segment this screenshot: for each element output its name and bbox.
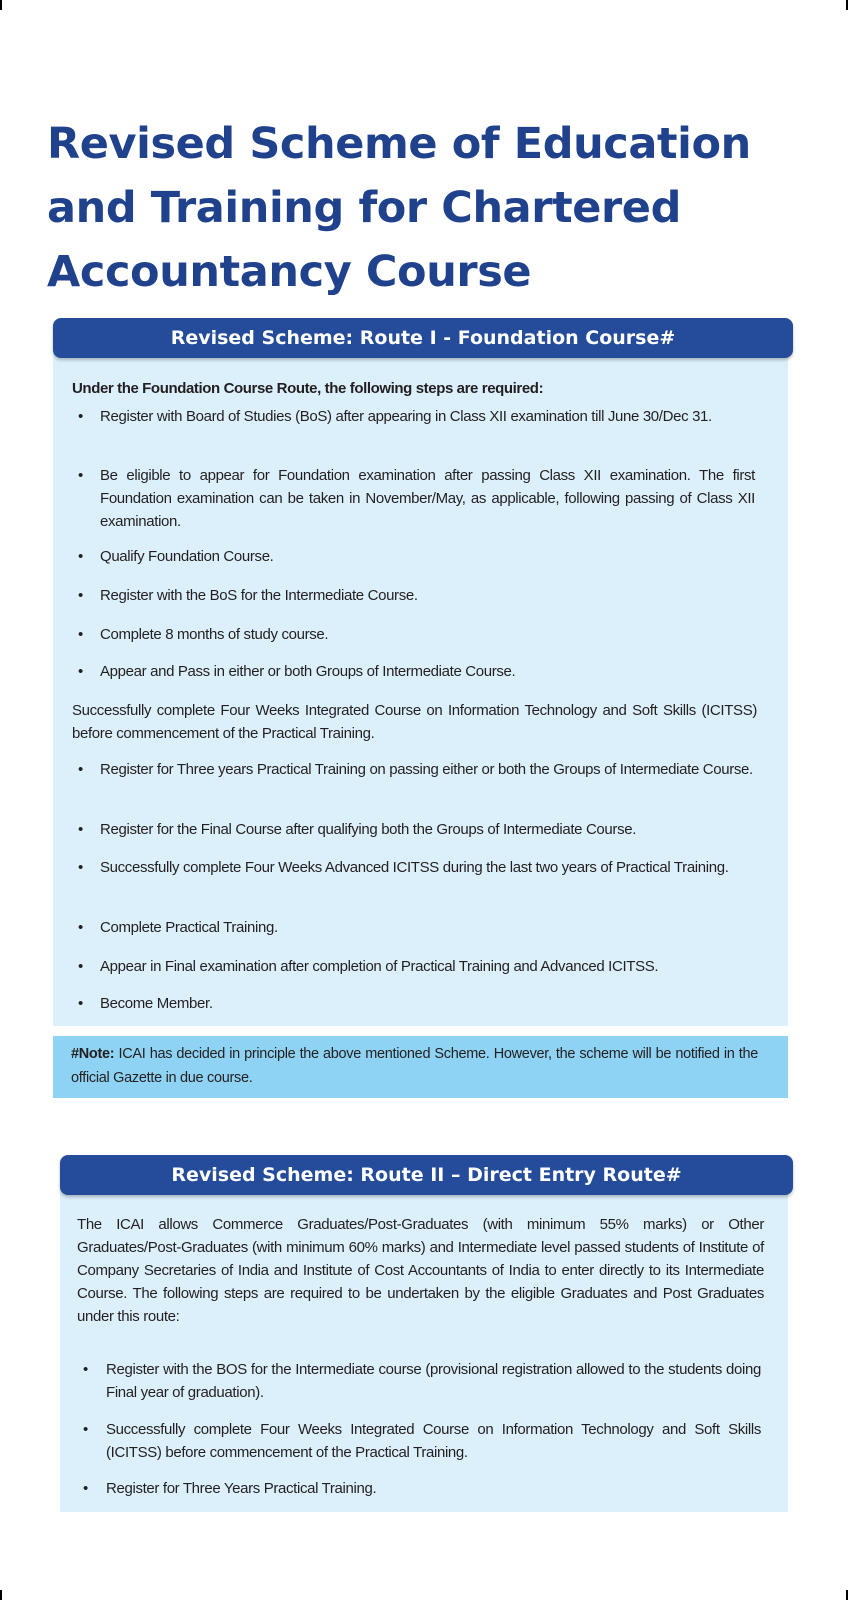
list-item: Register for the Final Course after qualifying both the Groups of Intermediate Course.	[100, 821, 637, 838]
note-label: #Note:	[71, 1046, 115, 1062]
title-line-3: Accountancy Course	[47, 247, 532, 297]
list-item: Register with the BOS for the Intermediate course (provisional registration allowed to the students doing Final year of graduation).	[106, 1361, 761, 1401]
bullet-icon: •	[78, 587, 84, 604]
list-item: Appear in Final examination after completion of Practical Training and Advanced ICITSS.	[100, 958, 659, 975]
crop-mark-bottom-right	[846, 1590, 848, 1600]
route2-heading: Revised Scheme: Route II – Direct Entry Route#	[60, 1155, 793, 1195]
list-item: Register for Three years Practical Training on passing either or both the Groups of Intermediate Course.	[100, 761, 753, 778]
title-line-2: and Training for Chartered	[47, 183, 681, 233]
list-item: Complete Practical Training.	[100, 919, 278, 936]
list-item: Become Member.	[100, 995, 213, 1012]
route1-note	[53, 1036, 788, 1098]
list-item: Complete 8 months of study course.	[100, 626, 329, 643]
crop-mark-top-left	[0, 0, 2, 10]
bullet-icon: •	[78, 408, 84, 425]
list-item: Register with the BoS for the Intermediate Course.	[100, 587, 418, 604]
bullet-icon: •	[78, 467, 84, 484]
bullet-icon: •	[78, 859, 84, 876]
bullet-icon: •	[78, 995, 84, 1012]
crop-mark-bottom-left	[0, 1590, 2, 1600]
page-title	[47, 112, 827, 304]
bullet-icon: •	[83, 1361, 89, 1378]
note-text: ICAI has decided in principle the above mentioned Scheme. However, the scheme will be notified in the official Gazette in due course.	[71, 1046, 758, 1086]
bullet-icon: •	[83, 1421, 89, 1438]
crop-mark-top-right	[846, 0, 848, 10]
list-item: Register with Board of Studies (BoS) after appearing in Class XII examination till June 30/Dec 31.	[100, 408, 712, 425]
bullet-icon: •	[78, 626, 84, 643]
list-item: Appear and Pass in either or both Groups of Intermediate Course.	[100, 663, 516, 680]
route1-heading: Revised Scheme: Route I - Foundation Course#	[53, 318, 793, 358]
list-item: Successfully complete Four Weeks Advanced ICITSS during the last two years of Practical Training.	[100, 859, 729, 876]
bullet-icon: •	[78, 761, 84, 778]
bullet-icon: •	[83, 1480, 89, 1497]
title-line-1: Revised Scheme of Education	[47, 119, 751, 169]
route2-intro: The ICAI allows Commerce Graduates/Post-Graduates (with minimum 55% marks) or Other Graduates/Post-Graduates (with minimum 60% marks) and Intermediate level passed students of Institute of Company Secretaries of India and Institute of Cost Accountants of India to enter directly to its Intermediate Course. The following steps are required to be undertaken by the eligible Graduates and Post Graduates under this route:	[77, 1216, 764, 1325]
bullet-icon: •	[78, 548, 84, 565]
bullet-icon: •	[78, 919, 84, 936]
bullet-icon: •	[78, 663, 84, 680]
route1-intro: Under the Foundation Course Route, the following steps are required:	[72, 380, 544, 397]
bullet-icon: •	[78, 821, 84, 838]
list-item: Qualify Foundation Course.	[100, 548, 274, 565]
list-item: Successfully complete Four Weeks Integrated Course on Information Technology and Soft Skills (ICITSS) before commencement of the Practical Training.	[106, 1421, 761, 1461]
list-item: Be eligible to appear for Foundation examination after passing Class XII examination. The first Foundation examination can be taken in November/May, as applicable, following passing of Class XII examination.	[100, 467, 755, 530]
list-item: Register for Three Years Practical Training.	[106, 1480, 377, 1497]
route1-middle-paragraph: Successfully complete Four Weeks Integrated Course on Information Technology and Soft Skills (ICITSS) before commencement of the Practical Training.	[72, 702, 757, 742]
bullet-icon: •	[78, 958, 84, 975]
